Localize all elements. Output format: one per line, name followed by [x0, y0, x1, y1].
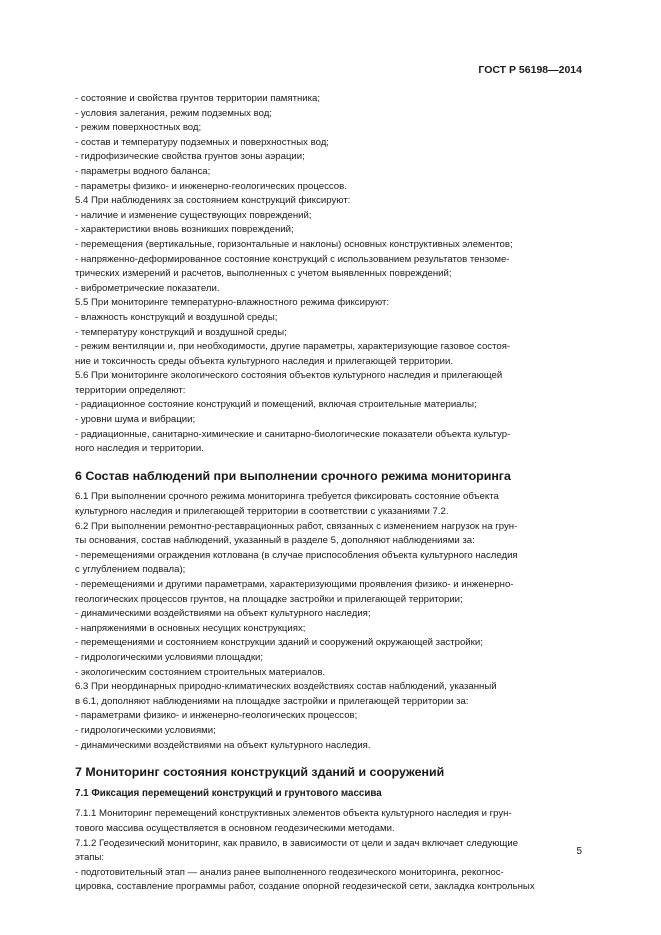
subsection-7-1-heading: 7.1 Фиксация перемещений конструкций и грунтового массива	[75, 787, 382, 799]
text-line: трических измерений и расчетов, выполненных с учетом выявленных повреждений;	[75, 268, 452, 280]
list-item: - наличие и изменение существующих повреждений;	[75, 209, 312, 221]
list-item: - уровни шума и вибрации;	[75, 414, 196, 426]
section-7-heading: 7 Мониторинг состояния конструкций зданий и сооружений	[75, 765, 445, 780]
list-item: - параметры водного баланса;	[75, 165, 211, 177]
list-item: - гидрологическими условиями площадки;	[75, 651, 264, 663]
list-item: - состав и температуру подземных и поверхностных вод;	[75, 136, 329, 148]
list-item: - перемещениями ограждения котлована (в случае приспособления объекта культурного наследия	[75, 549, 518, 561]
list-item: - радиационное состояние конструкций и помещений, включая строительные материалы;	[75, 399, 477, 411]
list-item: - напряженно-деформированное состояние конструкций с использованием результатов тензоме-	[75, 253, 510, 265]
list-item: - гидрологическими условиями;	[75, 724, 216, 736]
list-item: - динамическими воздействиями на объект культурного наследия.	[75, 739, 371, 751]
text-line: с углублением подвала);	[75, 564, 186, 576]
clause-text: 6.2 При выполнении ремонтно-реставрационных работ, связанных с изменением нагрузок на грун-	[75, 520, 518, 532]
list-item: - перемещения (вертикальные, горизонтальные и наклоны) основных конструктивных элементов;	[75, 238, 513, 250]
text-line: этапы:	[75, 852, 105, 864]
section-6-heading: 6 Состав наблюдений при выполнении срочного режима мониторинга	[75, 468, 511, 483]
list-item: - динамическими воздействиями на объект культурного наследия;	[75, 608, 371, 620]
text-line: культурного наследия и прилегающей территории в соответствии с указаниями 7.2.	[75, 506, 449, 518]
clause-text: 6.3 При неординарных природно-климатических воздействиях состав наблюдений, указанный	[75, 681, 497, 693]
text-line: ние и токсичность среды объекта культурного наследия и прилегающей территории.	[75, 355, 454, 367]
list-item: - температуру конструкций и воздушной среды;	[75, 326, 287, 338]
list-item: - параметры физико- и инженерно-геологических процессов.	[75, 180, 347, 192]
clause-text: 5.5 При мониторинге температурно-влажностного режима фиксируют:	[75, 297, 390, 309]
list-item: - характеристики вновь возникших повреждений;	[75, 224, 294, 236]
clause-text: 6.1 При выполнении срочного режима мониторинга требуется фиксировать состояние объекта	[75, 491, 499, 503]
list-item: - экологическим состоянием строительных материалов.	[75, 666, 326, 678]
clause-text: 7.1.2 Геодезический мониторинг, как правило, в зависимости от цели и задач включает следующие	[75, 837, 519, 849]
list-item: - гидрофизические свойства грунтов зоны аэрации;	[75, 151, 305, 163]
text-line: в 6.1, дополняют наблюдениями на площадке застройки и прилегающей территории за:	[75, 695, 469, 707]
text-line: территории определяют:	[75, 384, 186, 396]
list-item: - параметрами физико- и инженерно-геологических процессов;	[75, 710, 358, 722]
list-item: - режим поверхностных вод;	[75, 122, 202, 134]
document-body	[75, 92, 584, 895]
text-line: геологических процессов грунтов, на площадке застройки и прилегающей территории;	[75, 593, 463, 605]
list-item: - перемещениями и другими параметрами, характеризующими проявления физико- и инженерно-	[75, 579, 514, 590]
text-line: тового массива осуществляется в основном геодезическими методами.	[75, 822, 395, 834]
clause-text: 7.1.1 Мониторинг перемещений конструктивных элементов объекта культурного наследия и грун-	[75, 808, 512, 820]
list-item: - подготовительный этап — анализ ранее выполненного геодезического мониторинга, рекогнос-	[75, 866, 504, 878]
text-line: ного наследия и территории.	[75, 443, 204, 455]
list-item: - перемещениями и состоянием конструкции зданий и сооружений окружающей застройки;	[75, 637, 483, 649]
page-number: 5	[576, 846, 582, 857]
text-line: ты основания, состав наблюдений, указанный в разделе 5, дополняют наблюдениями за:	[75, 535, 475, 547]
list-item: - влажность конструкций и воздушной среды;	[75, 311, 278, 323]
clause-text: 5.4 При наблюдениях за состоянием конструкций фиксируют:	[75, 195, 351, 207]
list-item: - режим вентиляции и, при необходимости, другие параметры, характеризующие газовое состоя-	[75, 341, 511, 353]
list-item: - условия залегания, режим подземных вод;	[75, 107, 272, 119]
list-item: - напряжениями в основных несущих конструкциях;	[75, 622, 306, 634]
list-item: - состояние и свойства грунтов территории памятника;	[75, 93, 321, 104]
list-item: - виброметрические показатели.	[75, 282, 220, 294]
clause-text: 5.6 При мониторинге экологического состояния объектов культурного наследия и прилегающей	[75, 370, 503, 382]
text-line: цировка, составление программы работ, создание опорной геодезической сети, закладка контрольных	[75, 881, 535, 893]
document-number: ГОСТ Р 56198—2014	[478, 64, 582, 76]
list-item: - радиационные, санитарно-химические и санитарно-биологические показатели объекта культур-	[75, 428, 511, 440]
